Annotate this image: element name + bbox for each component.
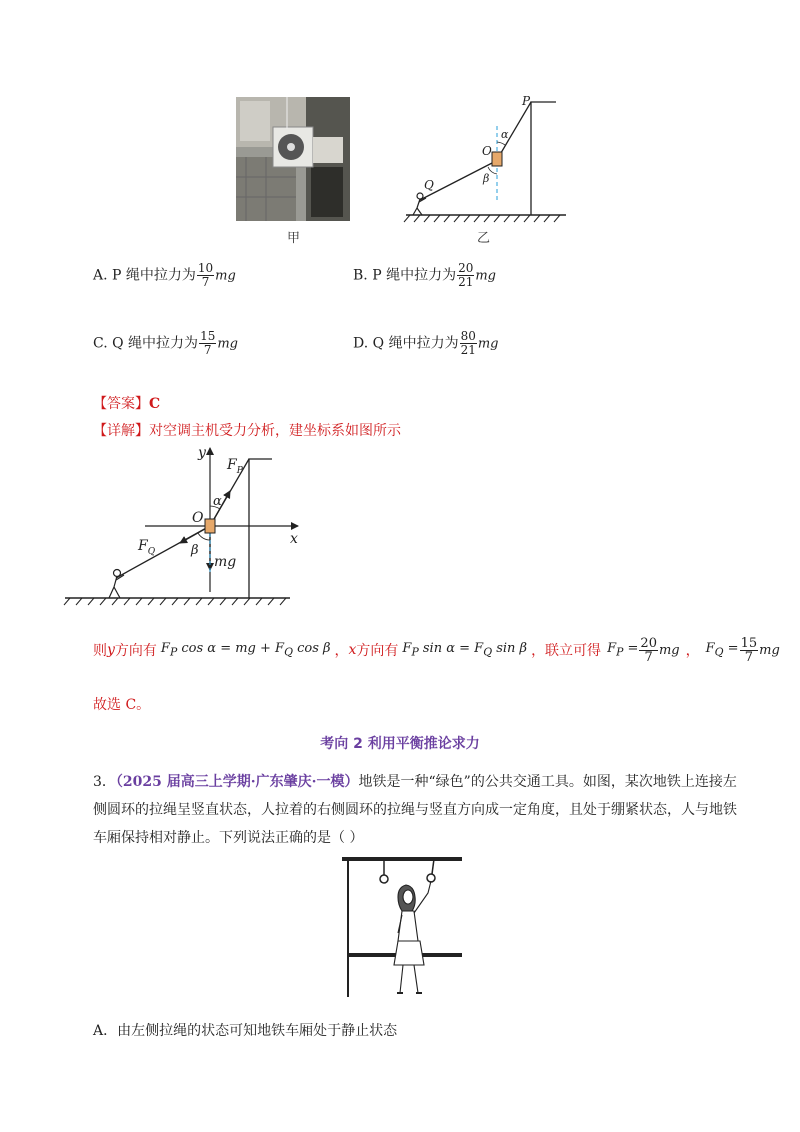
fraction: $\frac{10}{7}$ [197,261,214,289]
woman-icon [394,881,431,993]
option-letter: D. [353,335,369,352]
person-icon [413,193,426,215]
option-text: P 绳中拉力为 [112,267,196,284]
fraction: $\frac{80}{21}$ [460,329,476,357]
option-letter: A. [93,267,108,284]
person-icon [109,570,124,599]
section-heading: 考向 2 利用平衡推论求力 [320,736,480,752]
air-conditioner-photo [236,97,350,221]
label-x: x [290,531,298,547]
building-wall [249,459,272,598]
label-q: Q [424,178,434,192]
question-number: 3． [93,774,116,790]
equation-line: 则 y 方向有 $F_P$ cos α = mg + $F_Q$ cos β ， x 方向有 $F_P$ $\sin \alpha = F_Q$ sin β ，联立可得 $F_P$ = $\frac{20}{7}$ mg ， $F_Q$ = $\frac{15}{7}$ mg [93,635,780,665]
force-diagram [60,442,310,607]
label-y: y [198,445,206,461]
label-o: O [482,144,492,158]
fraction: $\frac{15}{7}$ [200,329,216,357]
label-fq: $F_Q$ [138,538,156,557]
fraction: $\frac{20}{7}$ [640,635,657,665]
option-d[interactable]: D. Q 绳中拉力为 $\frac{80}{21}$ mg [353,329,499,357]
right-ring [427,874,435,882]
subway-figure [340,855,465,1000]
option-letter: B. [353,267,368,284]
right-strap [432,859,434,874]
ac-unit [492,152,502,166]
answer-line [93,393,160,413]
caption-jia: 甲 [287,231,301,246]
label-alpha: α [213,494,222,509]
question-line-3: 车厢保持相对静止。下列说法正确的是（ ） [93,830,364,846]
detail-text: 对空调主机受力分析，建坐标系如图所示 [149,423,401,439]
equation-y: $F_P$ cos α = mg + $F_Q$ cos β [160,641,331,659]
answer-value: C [149,396,161,412]
label-beta: β [483,172,490,185]
fraction: $\frac{15}{7}$ [740,635,758,665]
label-fp: $F_P$ [227,457,243,476]
label-o: O [192,510,204,526]
photo-jia [236,97,350,221]
option-a[interactable]: A. P 绳中拉力为 $\frac{10}{7}$ mg [93,261,236,289]
answer-tag: 【答案】 [93,396,149,412]
ground-hatching [404,215,566,222]
option-letter: C. [93,335,108,352]
alpha-arc [497,142,505,145]
label-alpha: α [501,128,509,141]
building-wall [531,102,556,215]
question-source: （2025 届高三上学期·广东肇庆·一模） [115,774,359,790]
ground-hatching [64,598,290,605]
label-p: P [522,94,531,108]
diagram-yi [400,92,580,232]
equation-x: $F_P$ $\sin \alpha = F_Q$ sin β [402,641,528,659]
caption-yi: 乙 [477,231,491,246]
option-text: Q 绳中拉力为 [372,335,459,352]
label-mg: mg [214,554,237,570]
option-text: Q 绳中拉力为 [112,335,199,352]
beta-arc [198,533,210,540]
conclusion: 故选 C。 [93,697,151,713]
question-line-1: 地铁是一种“绿色”的公共交通工具。如图，某次地铁上连接左 [358,774,737,790]
detail-tag: 【详解】 [93,423,149,439]
q3-option-a[interactable]: A．由左侧拉绳的状态可知地铁车厢处于静止状态 [93,1023,398,1039]
result-fp: $F_P$ = [607,641,639,659]
result-fq: $F_Q$ = [705,641,739,659]
label-beta: β [191,543,199,558]
fraction: $\frac{20}{21}$ [458,261,474,289]
option-c[interactable]: C. Q 绳中拉力为 $\frac{15}{7}$ mg [93,329,238,357]
ac-unit [205,519,215,533]
question-line-2: 侧圆环的拉绳呈竖直状态，人拉着的右侧圆环的拉绳与竖直方向成一定角度，且处于绷紧状态，人与地铁 [93,802,737,818]
option-b[interactable]: B. P 绳中拉力为 $\frac{20}{21}$ mg [353,261,497,289]
detail-line [93,420,401,440]
left-ring [380,875,388,883]
option-text: P 绳中拉力为 [372,267,457,284]
question-3 [93,768,737,852]
